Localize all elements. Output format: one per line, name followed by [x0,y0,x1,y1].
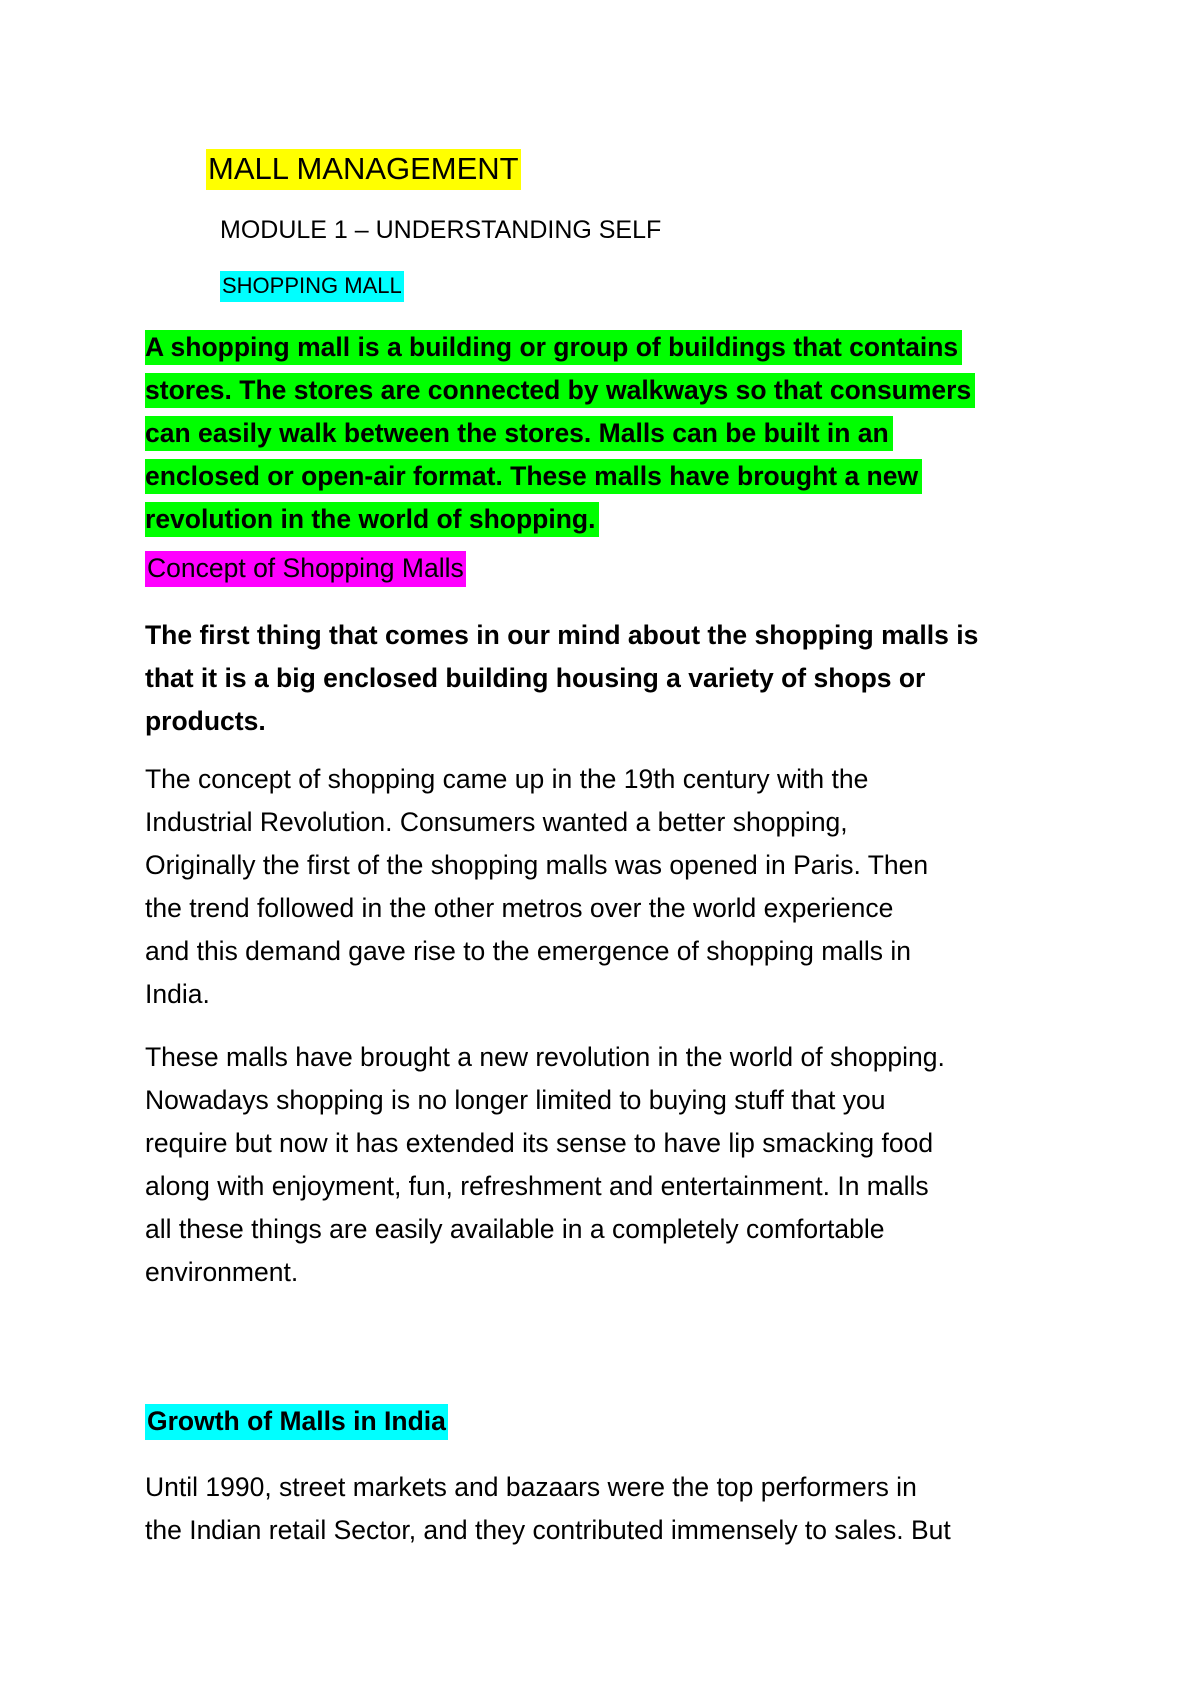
paragraph-line: that it is a big enclosed building housing a variety of shops or [145,663,926,693]
paragraph-line: Until 1990, street markets and bazaars were the top performers in [145,1472,917,1502]
paragraph-line: The concept of shopping came up in the 19th century with the [145,764,869,794]
paragraph-line: and this demand gave rise to the emergence of shopping malls in [145,936,912,966]
paragraph-line: revolution in the world of shopping. [145,498,975,541]
paragraph-line: Nowadays shopping is no longer limited to buying stuff that you [145,1085,886,1115]
paragraph-line: all these things are easily available in a completely comfortable [145,1214,885,1244]
paragraph-line: These malls have brought a new revolution in the world of shopping. [145,1042,945,1072]
concept-heading-text: Concept of Shopping Malls [145,551,466,587]
paragraph-line: the Indian retail Sector, and they contributed immensely to sales. But [145,1515,951,1545]
module-heading: MODULE 1 – UNDERSTANDING SELF [220,216,662,244]
paragraph-line: along with enjoyment, fun, refreshment and entertainment. In malls [145,1171,929,1201]
paragraph-line: The first thing that comes in our mind about the shopping malls is [145,620,979,650]
paragraph-line: stores. The stores are connected by walkways so that consumers [145,369,975,412]
paragraph-line: India. [145,979,210,1009]
paragraph-line: Originally the first of the shopping malls was opened in Paris. Then [145,850,929,880]
definition-paragraph [145,326,975,541]
concept-heading [145,555,466,582]
section-label [220,275,404,297]
section-label-text: SHOPPING MALL [220,271,404,302]
paragraph-line: the trend followed in the other metros over the world experience [145,893,894,923]
growth-paragraph [145,1466,951,1552]
growth-heading [145,1408,448,1435]
paragraph-line: require but now it has extended its sense to have lip smacking food [145,1128,934,1158]
concept-intro-paragraph [145,614,978,743]
paragraph-line: can easily walk between the stores. Malls can be built in an [145,412,975,455]
growth-heading-text: Growth of Malls in India [145,1404,448,1440]
concept-paragraph-1 [145,758,928,1016]
concept-paragraph-2 [145,1036,945,1294]
document-title [206,153,521,184]
paragraph-line: A shopping mall is a building or group of buildings that contains [145,326,975,369]
paragraph-line: products. [145,706,266,736]
paragraph-line: Industrial Revolution. Consumers wanted a better shopping, [145,807,848,837]
document-title-text: MALL MANAGEMENT [206,149,521,190]
paragraph-line: enclosed or open-air format. These malls have brought a new [145,455,975,498]
paragraph-line: environment. [145,1257,299,1287]
